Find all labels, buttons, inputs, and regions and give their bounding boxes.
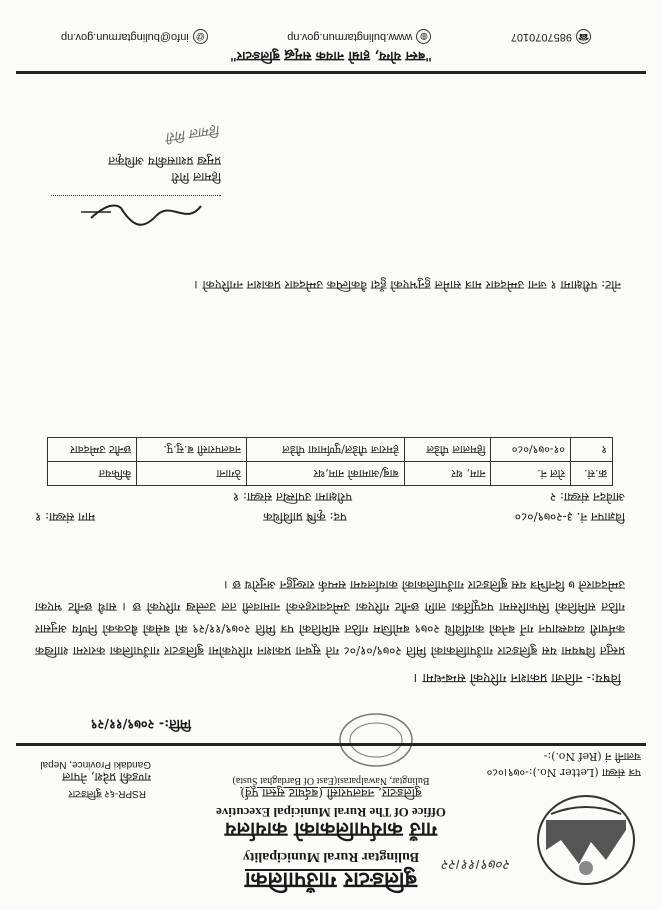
note-text: नोट: परीक्षामा १ जना उम्मेदवार मात्र सामेल हुनुभएको हुँदा वैकल्पिक उम्मेदवार प्रकाशन नगरिएको ।	[194, 278, 621, 292]
office-code: RSPR-६२ बुलिङटार	[68, 788, 146, 799]
signature-line	[51, 195, 221, 196]
phone-icon: ☎	[576, 29, 591, 44]
table-cell: हेमराज पौडेल/पुर्णमाया पौडेल	[246, 438, 404, 462]
table-cell: १	[571, 438, 613, 462]
column-header: क्र.सं.	[571, 462, 613, 486]
applicant-count: आवेदन संख्या: २	[549, 490, 625, 504]
table-header-row	[48, 462, 613, 486]
results-table	[47, 437, 613, 486]
office-seal	[336, 710, 416, 770]
table-cell: छनौट उम्मेदवार	[48, 438, 137, 462]
applicant-meta	[35, 489, 625, 506]
municipality-logo	[531, 790, 641, 890]
letter-date: मिति:- २०७९/११/२९	[90, 716, 191, 731]
footer-contact	[61, 29, 591, 44]
examined-count: परीक्षामा उपस्थित संख्या: १	[232, 490, 353, 504]
table-cell: नवलपरासी ब.सु.पु.	[137, 438, 247, 462]
column-header: कैफियत	[48, 462, 137, 486]
email-contact[interactable]	[61, 29, 208, 44]
letter-body: प्रस्तुत विषयमा यस बुलिङटार गाउँपालिकाको मिति २०७९/०१/०८ गते सूचना प्रकाशन गरिएकोमा बुलिङटार गाउँपालिका करारमा शाखिक कर्मचारी व्यवस्थापन गर्ने बनेको कार्यविधि २०७९ बमोजिम गठित समितिको पत्र मिति २०७९/११/२९ को बसेको बैठकको निर्णय अनुसार गठित समितिको सिफारिसमा पदपूर्तिका लागि छनौट गरिएका उम्मेदवारहरुको नामावली तल उल्लेख गरिएको छ । साथै छनौट भएका उम्मेदवारले ७ दिनभित्र यस बुलिङटार गाउँपालिकाको कार्यालयमा सम्पर्क राख्नुहुन अनुरोध छ ।	[35, 578, 625, 658]
letter-number: पत्र संख्या (Letter No.):-०७९।०८०	[486, 766, 641, 779]
address-np: बुलिङटार, नवलपरासी (बर्दघाट सुस्ता पूर्व)	[240, 786, 422, 800]
office-title-np: गाउँ कार्यपालिकाको कार्यालय	[224, 818, 438, 842]
officer-post: प्रमुख प्रशासकीय अधिकृत	[108, 154, 221, 168]
website-link[interactable]: www.bulingtarmun.gov.np	[287, 31, 413, 43]
header-divider	[16, 743, 646, 746]
officer-signature	[71, 194, 211, 230]
address-en: Bulingtar, Nawalparasi(East Of Bardaghat Susta)	[232, 775, 430, 786]
province-np: गण्डकी प्रदेश, नेपाल	[62, 770, 151, 784]
column-header: ठेगाना	[137, 462, 247, 486]
web-contact[interactable]	[287, 29, 431, 44]
email-link[interactable]: info@bulingtarmun.gov.np	[61, 31, 189, 43]
column-header: बाबु/आमाको नाम,थर	[246, 462, 404, 486]
post-name: पद: कृषि प्राविधिक	[263, 510, 347, 524]
table-row	[48, 438, 613, 462]
advert-number: विज्ञापन नं. ३-२०७९/०८०	[514, 510, 625, 524]
office-title-en: Office Of The Rural Municipal Executive	[216, 805, 446, 820]
province-en: Gandaki Province, Nepal	[40, 759, 151, 770]
phone-contact	[511, 29, 591, 44]
advert-meta	[35, 509, 625, 526]
municipality-title-np: बुलिङटार गाउँपालिका	[244, 867, 418, 893]
table-cell: ०१-०७९/०८०	[491, 438, 571, 462]
municipality-title-en: Bulingtar Rural Municipality	[242, 849, 420, 864]
phone-number: 9857070107	[510, 31, 572, 43]
column-header: रोल नं.	[491, 462, 571, 486]
reference-number: चलानी नं (Ref No.):-	[543, 750, 641, 763]
stamp-name: हिमाल गिरी	[165, 121, 222, 144]
handwritten-date: २०७९।११।२२	[442, 856, 511, 872]
email-icon: @	[193, 29, 208, 44]
demand-count: माग संख्या: १	[35, 510, 96, 524]
globe-icon: ◍	[416, 29, 431, 44]
footer-slogan: "बस्न योग्य, हाम्रो नायक समृद्ध बुलिङटार"	[230, 48, 432, 63]
table-cell: हिमलाल पौडेल	[404, 438, 491, 462]
letter-subject: विषय:- नतिजा प्रकाशन गरिएको सम्बन्धमा ।	[413, 670, 621, 685]
footer-divider	[16, 71, 646, 74]
column-header: नाम, थर	[404, 462, 491, 486]
officer-name: हिमाल गिरी	[171, 170, 221, 184]
